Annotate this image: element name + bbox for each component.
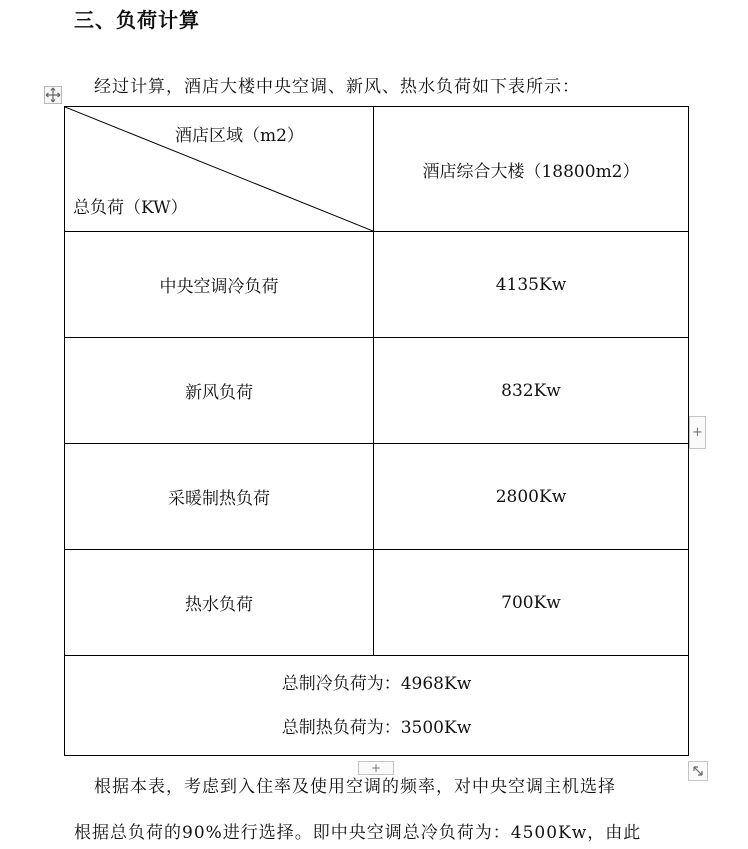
row-label-cell[interactable]: 热水负荷 [65,550,374,656]
row-value-cell[interactable]: 4135Kw [374,232,689,338]
move-icon [45,87,61,103]
plus-icon: + [692,425,703,440]
table-resize-handle[interactable] [688,761,708,781]
table-row [65,338,689,444]
row-value-cell[interactable]: 2800Kw [374,444,689,550]
table-row [65,550,689,656]
diagonal-top-label: 酒店区域（m2） [175,126,304,146]
row-label-cell[interactable]: 新风负荷 [65,338,374,444]
diagonal-bottom-label: 总负荷（KW） [73,198,188,218]
section-heading: 三、负荷计算 [74,8,200,32]
plus-icon: + [370,761,382,775]
column-header-cell[interactable]: 酒店综合大楼（18800m2） [374,107,689,232]
diagonal-header-cell[interactable] [65,107,374,232]
add-column-button[interactable] [689,416,706,449]
table-summary-row [65,656,689,756]
row-value-cell[interactable]: 832Kw [374,338,689,444]
summary-cell[interactable] [65,656,689,756]
table-row [65,444,689,550]
total-cooling-load: 总制冷负荷为：4968Kw [281,673,472,694]
row-label-cell[interactable]: 采暖制热负荷 [65,444,374,550]
row-value-cell[interactable]: 700Kw [374,550,689,656]
row-label-cell[interactable]: 中央空调冷负荷 [65,232,374,338]
table-move-handle[interactable] [44,86,62,104]
total-heating-load: 总制热负荷为：3500Kw [281,717,472,738]
table-row [65,232,689,338]
intro-paragraph: 经过计算，酒店大楼中央空调、新风、热水负荷如下表所示： [94,77,580,97]
table-header-row [65,107,689,232]
load-table [64,106,689,756]
body-paragraph-line-2: 根据总负荷的90%进行选择。即中央空调总冷负荷为：4500Kw，由此 [74,823,642,843]
body-paragraph-line-1: 根据本表，考虑到入住率及使用空调的频率，对中央空调主机选择 [94,777,616,797]
resize-icon [689,762,707,780]
